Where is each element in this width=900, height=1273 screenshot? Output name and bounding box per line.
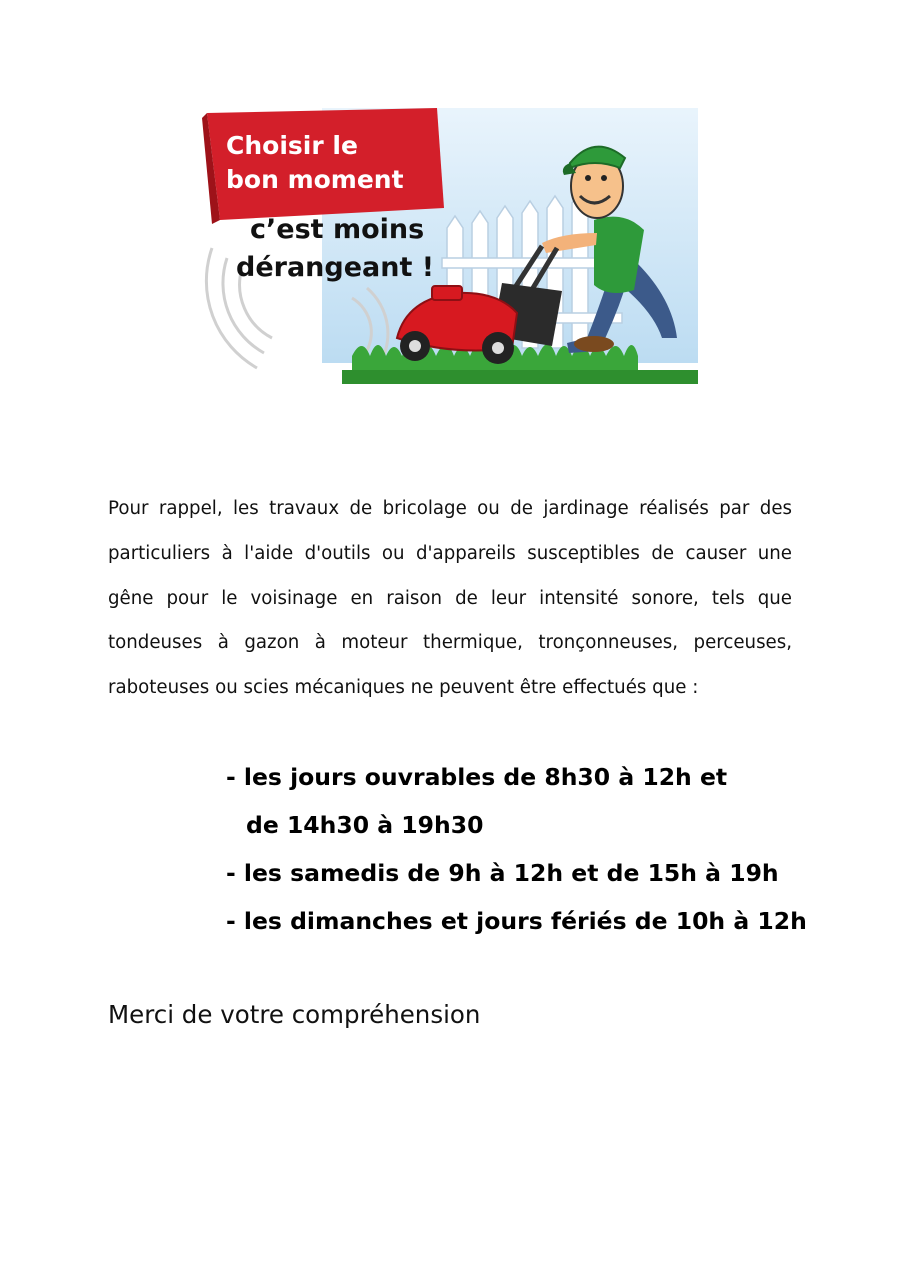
hours-weekdays-line-2: de 14h30 à 19h30: [246, 811, 484, 839]
hours-saturdays: - les samedis de 9h à 12h et de 15h à 19h: [226, 859, 779, 887]
allowed-hours-list: [226, 753, 826, 945]
header-illustration: [202, 108, 698, 388]
banner-line-2: bon moment: [226, 165, 404, 194]
grass-base: [342, 370, 698, 384]
tagline-line-2: dérangeant !: [236, 252, 435, 283]
tagline-line-1: c’est moins: [250, 214, 425, 245]
hours-weekdays-line-1: - les jours ouvrables de 8h30 à 12h et: [226, 763, 728, 791]
closing-thanks: Merci de votre compréhension: [108, 1000, 481, 1029]
reminder-paragraph: Pour rappel, les travaux de bricolage ou de jardinage réalisés par des particuliers à l'aide d'outils ou d'appareils susceptibles de causer une gêne pour le voisinage en raison de leur intensité sonore, tels que tondeuses à gazon à moteur thermique, tronçonneuses, perceuses, raboteuses ou scies mécaniques ne peuvent être effectués que :: [108, 498, 792, 699]
banner-line-1: Choisir le: [226, 131, 358, 160]
hours-sundays: - les dimanches et jours fériés de 10h à 12h: [226, 907, 807, 935]
lawnmower-scene: [202, 108, 698, 388]
